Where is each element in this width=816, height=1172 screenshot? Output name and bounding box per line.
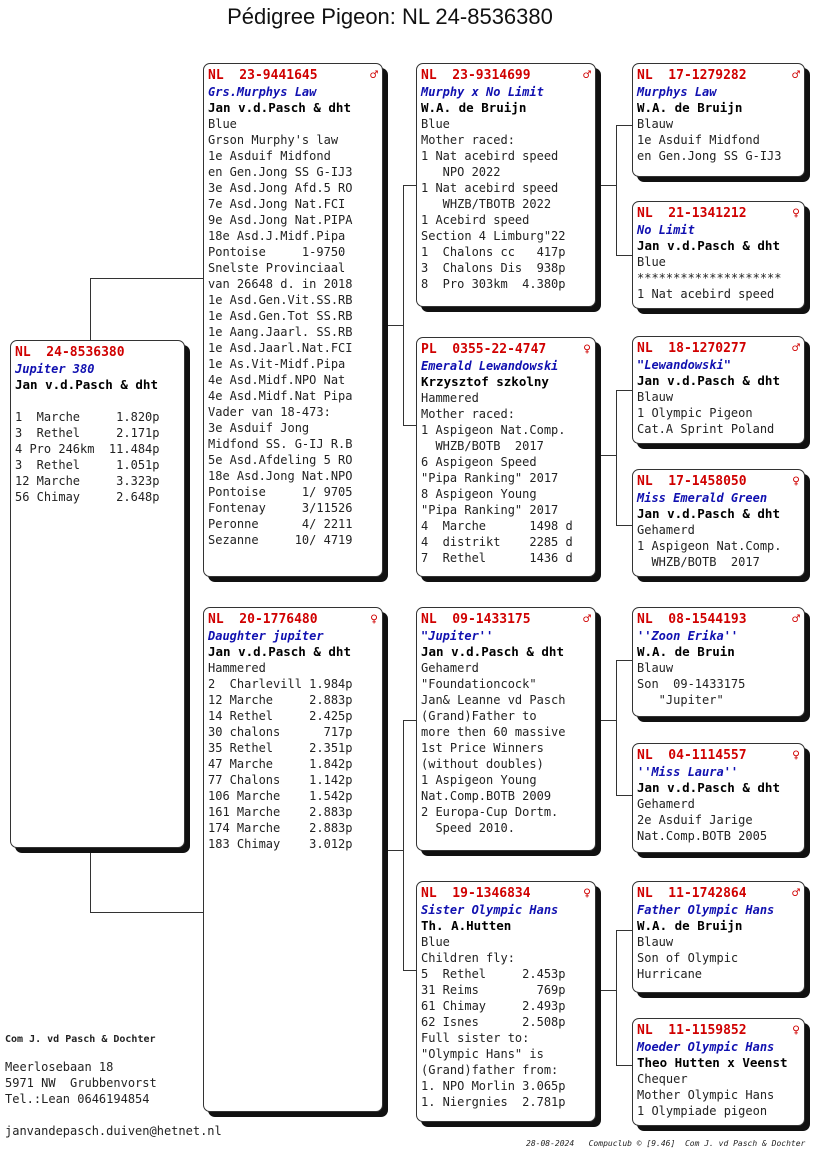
pigeon-name: "Jupiter'' [421,629,494,643]
sex-icon: ♂ [792,886,800,901]
info-line: Gehamerd [637,797,695,811]
sex-icon: ♂ [792,68,800,83]
info-line: Gehamerd [421,661,479,675]
info-line: 1e Asduif Midfond [208,149,331,163]
info-line: 1. Niergnies 2.781p [421,1095,566,1109]
info-line: "Foundationcock" [421,677,537,691]
info-line: Speed 2010. [421,821,515,835]
sds-card[interactable] [632,336,805,444]
info-line: en Gen.Jong SS G-IJ3 [208,165,353,179]
dam-dam-card[interactable] [416,881,596,1122]
connector-line [403,425,417,426]
pigeon-name: "Lewandowski" [637,358,731,372]
connector-line [383,850,403,851]
ddd-card[interactable] [632,1018,805,1126]
connector-line [596,720,616,721]
info-line: 1 Nat acebird speed [421,149,559,163]
pigeon-name: ''Miss Laura'' [637,765,739,779]
owner-name: W.A. de Bruijn [421,100,527,115]
info-line: Peronne 4/ 2211 [208,517,353,531]
connector-line [90,912,204,913]
ring-number: NL 04-1114557 [637,748,747,763]
sss-card[interactable] [632,63,805,177]
pigeon-name: Murphys Law [637,85,717,99]
owner-name: Jan v.d.Pasch & dht [637,506,780,521]
info-line: Blue [421,117,450,131]
info-line: NPO 2022 [421,165,501,179]
info-line: 1e Aang.Jaarl. SS.RB [208,325,353,339]
info-line: "Olympic Hans" is [421,1047,544,1061]
connector-line [403,185,404,425]
info-line: 18e Asd.Jong Nat.NPO [208,469,353,483]
info-line: Hurricane [637,967,703,981]
footer-owner: Com J. vd Pasch & Dochter [5,1034,156,1045]
info-line: 4 distrikt 2285 d [421,535,573,549]
info-line: 8 Pro 303km 4.380p [421,277,566,291]
info-line: Full sister to: [421,1031,530,1045]
info-line: 1. NPO Morlin 3.065p [421,1079,566,1093]
info-line: Snelste Provinciaal [208,261,346,275]
info-line: 7e Asd.Jong Nat.FCI [208,197,346,211]
info-line: Hammered [208,661,266,675]
ring-number: NL 09-1433175 [421,612,531,627]
info-line: 4 Pro 246km 11.484p [15,442,160,456]
pigeon-name: Father Olympic Hans [637,903,775,917]
owner-name: Theo Hutten x Veenst [637,1055,788,1070]
pigeon-card[interactable] [10,340,185,848]
info-line: 6 Aspigeon Speed [421,455,537,469]
info-line: 1e Asd.Jaarl.Nat.FCI [208,341,353,355]
info-line: 14 Rethel 2.425p [208,709,353,723]
connector-line [403,185,417,186]
info-line: Gehamerd [637,523,695,537]
info-line: 1 Nat acebird speed [637,287,775,301]
dam-sire-card[interactable] [416,607,596,851]
info-line: 1st Price Winners [421,741,544,755]
address-line: Tel.:Lean 0646194854 [5,1092,150,1106]
owner-name: W.A. de Bruin [637,644,735,659]
info-line: Children fly: [421,951,515,965]
owner-name: Jan v.d.Pasch & dht [15,377,158,392]
info-line: Jan& Leanne vd Pasch [421,693,566,707]
info-line: 2 Charlevill 1.984p [208,677,353,691]
pigeon-name: Daughter jupiter [208,629,324,643]
connector-line [616,930,617,1065]
connector-line [403,970,417,971]
sex-icon: ♂ [370,68,378,83]
sex-icon: ♂ [583,68,591,83]
connector-line [383,325,403,326]
address-line: 5971 NW Grubbenvorst [5,1076,157,1090]
info-line: Midfond SS. G-IJ R.B [208,437,353,451]
dsd-card[interactable] [632,743,805,853]
sex-icon: ♀ [370,612,378,627]
info-line: 1 Acebird speed [421,213,530,227]
connector-line [616,660,633,661]
info-line [15,393,180,409]
ring-number: NL 11-1742864 [637,886,747,901]
sex-icon: ♀ [792,206,800,221]
connector-line [596,455,616,456]
info-line: 161 Marche 2.883p [208,805,353,819]
owner-name: Krzysztof szkolny [421,374,549,389]
info-line: 12 Marche 2.883p [208,693,353,707]
info-line: Vader van 18-473: [208,405,331,419]
info-line: 2 Europa-Cup Dortm. [421,805,559,819]
ring-number: NL 24-8536380 [15,345,125,360]
info-line: Chequer [637,1072,688,1086]
info-line: (without doubles) [421,757,544,771]
sire-dam-card[interactable] [416,337,596,577]
info-line: Blue [637,255,666,269]
info-line: 3e Asd.Jong Afd.5 RO [208,181,353,195]
info-line: Blauw [637,661,674,675]
info-line: 3 Chalons Dis 938p [421,261,566,275]
owner-name: Jan v.d.Pasch & dht [421,644,564,659]
info-line: Hammered [421,391,479,405]
ring-number: NL 17-1458050 [637,474,747,489]
info-line: 4e Asd.Midf.NPO Nat [208,373,346,387]
ring-number: NL 17-1279282 [637,68,747,83]
connector-line [616,1065,633,1066]
sex-icon: ♀ [583,342,591,357]
info-line: Grson Murphy's law [208,133,339,147]
info-line: WHZB/BOTB 2017 [637,555,760,569]
connector-line [616,390,633,391]
info-line: Nat.Comp.BOTB 2005 [637,829,768,843]
info-line: Son 09-1433175 [637,677,746,691]
info-line: 61 Chimay 2.493p [421,999,566,1013]
info-line: 183 Chimay 3.012p [208,837,353,851]
ring-number: NL 08-1544193 [637,612,747,627]
ring-number: NL 11-1159852 [637,1023,747,1038]
owner-name: W.A. de Bruijn [637,100,743,115]
info-line: 18e Asd.J.Midf.Pipa [208,229,346,243]
connector-line [616,125,617,255]
info-line: Fontenay 3/11526 [208,501,353,515]
info-line: Sezanne 10/ 4719 [208,533,353,547]
connector-line [596,990,616,991]
info-line: 4 Marche 1498 d [421,519,573,533]
owner-name: Jan v.d.Pasch & dht [208,644,351,659]
info-line: Mother raced: [421,407,515,421]
pigeon-name: Jupiter 380 [15,362,95,376]
info-line: Nat.Comp.BOTB 2009 [421,789,552,803]
ring-number: NL 23-9441645 [208,68,318,83]
pigeon-name: ''Zoon Erika'' [637,629,739,643]
ssd-card[interactable] [632,201,805,309]
connector-line [616,125,633,126]
info-line: WHZB/BOTB 2017 [421,439,544,453]
info-line: 1e Asd.Gen.Tot SS.RB [208,309,353,323]
pigeon-name: Murphy x No Limit [421,85,544,99]
connector-line [616,390,617,525]
pigeon-name: Grs.Murphys Law [208,85,317,99]
info-line: van 26648 d. in 2018 [208,277,353,291]
credit-text: 28-08-2024 Compuclub © [9.46] Com J. vd Pasch & Dochter [526,1139,806,1148]
connector-line [616,660,617,795]
connector-line [616,795,633,796]
info-line: ******************** [637,271,782,285]
info-line: Pontoise 1-9750 [208,245,346,259]
info-line: WHZB/TBOTB 2022 [421,197,552,211]
info-line: en Gen.Jong SS G-IJ3 [637,149,782,163]
info-line: 106 Marche 1.542p [208,789,353,803]
info-line: "Pipa Ranking" 2017 [421,471,559,485]
info-line: 35 Rethel 2.351p [208,741,353,755]
dam-card[interactable] [203,607,383,1112]
ring-number: NL 18-1270277 [637,341,747,356]
info-line: 1 Aspigeon Nat.Comp. [421,423,566,437]
info-line: 5 Rethel 2.453p [421,967,566,981]
sex-icon: ♀ [792,474,800,489]
dss-card[interactable] [632,607,805,717]
info-line: 31 Reims 769p [421,983,566,997]
info-line: Mother raced: [421,133,515,147]
sex-icon: ♂ [583,612,591,627]
info-line: Blue [208,117,237,131]
pigeon-name: Sister Olympic Hans [421,903,559,917]
info-line: 9e Asd.Jong Nat.PIPA [208,213,353,227]
page-title: Pédigree Pigeon: NL 24-8536380 [227,4,553,29]
info-line: Son of Olympic [637,951,739,965]
info-line: 5e Asd.Afdeling 5 RO [208,453,353,467]
owner-name: Th. A.Hutten [421,918,512,933]
sire-sire-card[interactable] [416,63,596,307]
info-line: 12 Marche 3.323p [15,474,160,488]
info-line: 3e Asduif Jong [208,421,310,435]
connector-line [403,720,404,970]
pigeon-name: Miss Emerald Green [637,491,768,505]
info-line: 62 Isnes 2.508p [421,1015,566,1029]
ring-number: PL 0355-22-4747 [421,342,547,357]
sex-icon: ♂ [792,341,800,356]
sex-icon: ♀ [583,886,591,901]
connector-line [596,185,616,186]
email-link[interactable]: janvandepasch.duiven@hetnet.nl [5,1124,222,1138]
address-line: Meerlosebaan 18 [5,1060,114,1074]
connector-line [616,255,633,256]
info-line: Section 4 Limburg"22 [421,229,566,243]
info-line: Mother Olympic Hans [637,1088,775,1102]
info-line: Pontoise 1/ 9705 [208,485,353,499]
info-line: (Grand)father from: [421,1063,559,1077]
connector-line [616,930,633,931]
info-line: 1 Aspigeon Nat.Comp. [637,539,782,553]
connector-line [90,278,91,340]
sire-card[interactable] [203,63,383,577]
info-line: 7 Rethel 1436 d [421,551,573,565]
sex-icon: ♂ [792,612,800,627]
info-line: more then 60 massive [421,725,566,739]
info-line: 3 Rethel 1.051p [15,458,160,472]
sex-icon: ♀ [792,748,800,763]
owner-name: Jan v.d.Pasch & dht [208,100,351,115]
info-line: 30 chalons 717p [208,725,353,739]
info-line: 8 Aspigeon Young [421,487,537,501]
ring-number: NL 23-9314699 [421,68,531,83]
sex-icon: ♀ [792,1023,800,1038]
info-line: 77 Chalons 1.142p [208,773,353,787]
info-line: 1e As.Vit-Midf.Pipa [208,357,346,371]
dds-card[interactable] [632,881,805,993]
info-line: 47 Marche 1.842p [208,757,353,771]
ring-number: NL 19-1346834 [421,886,531,901]
info-line: "Pipa Ranking" 2017 [421,503,559,517]
pigeon-name: No Limit [637,223,695,237]
info-line: 1 Aspigeon Young [421,773,537,787]
info-line: 174 Marche 2.883p [208,821,353,835]
info-line: 56 Chimay 2.648p [15,490,160,504]
info-line: "Jupiter" [637,693,724,707]
info-line: Blauw [637,935,674,949]
ring-number: NL 20-1776480 [208,612,318,627]
owner-name: W.A. de Bruijn [637,918,743,933]
connector-line [403,720,417,721]
info-line: 1 Marche 1.820p [15,410,160,424]
info-line: Blue [421,935,450,949]
connector-line [90,848,91,912]
info-line: 1e Asduif Midfond [637,133,760,147]
ring-number: NL 21-1341212 [637,206,747,221]
info-line: 1 Chalons cc 417p [421,245,566,259]
owner-name: Jan v.d.Pasch & dht [637,373,780,388]
pigeon-name: Moeder Olympic Hans [637,1040,775,1054]
sdd-card[interactable] [632,469,805,577]
info-line: 3 Rethel 2.171p [15,426,160,440]
info-line: 1 Olympiade pigeon [637,1104,768,1118]
info-line: Cat.A Sprint Poland [637,422,775,436]
connector-line [90,278,204,279]
info-line: 2e Asduif Jarige [637,813,753,827]
owner-name: Jan v.d.Pasch & dht [637,780,780,795]
owner-name: Jan v.d.Pasch & dht [637,238,780,253]
info-line: (Grand)Father to [421,709,537,723]
connector-line [616,525,633,526]
info-line: 4e Asd.Midf.Nat Pipa [208,389,353,403]
info-line: Blauw [637,117,674,131]
info-line: Blauw [637,390,674,404]
info-line: 1 Olympic Pigeon [637,406,753,420]
info-line: 1e Asd.Gen.Vit.SS.RB [208,293,353,307]
info-line: 1 Nat acebird speed [421,181,559,195]
pigeon-name: Emerald Lewandowski [421,359,559,373]
